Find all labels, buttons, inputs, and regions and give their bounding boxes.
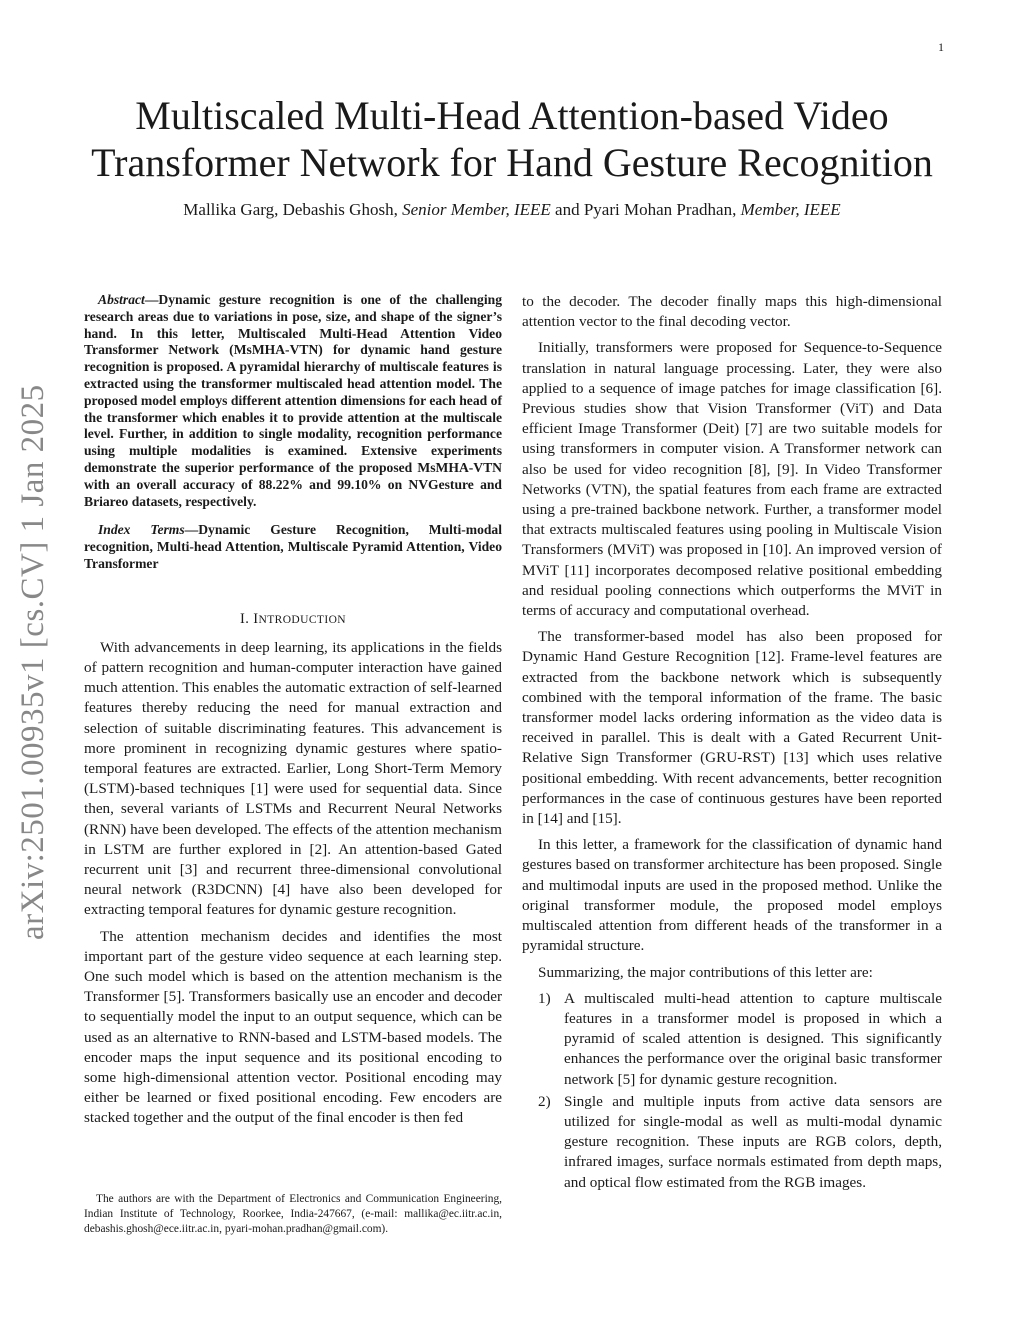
intro-paragraph-5: In this letter, a framework for the classification of dynamic hand gestures based on transformer architecture has been proposed. Single and multimodal inputs are used in the proposed method. Unlike the original transformer module, the proposed model employs multiscaled attention from different heads of the transformer in a pyramidal structure. xyxy=(522,836,942,955)
list-item-number: 2) xyxy=(538,1092,551,1110)
author-list xyxy=(40,200,984,220)
section-heading-introduction xyxy=(84,611,502,628)
section-title-rest: NTRODUCTION xyxy=(258,613,346,626)
list-item-text: A multiscaled multi-head attention to capture multiscale features in a transformer model is proposed in which a pyramid of scaled attention is designed. This significantly enhances the performance over the original basic transformer network [5] for dynamic gesture recognition. xyxy=(564,989,942,1088)
left-column xyxy=(84,292,502,1135)
arxiv-stamp: arXiv:2501.00935v1 [cs.CV] 1 Jan 2025 xyxy=(15,384,51,940)
list-item-number: 1) xyxy=(538,989,551,1007)
title-line-2: Transformer Network for Hand Gesture Recognition xyxy=(91,140,933,185)
index-terms-label: Index Terms xyxy=(98,522,185,538)
section-numeral: I. xyxy=(240,610,250,627)
intro-paragraph-2: The attention mechanism decides and identifies the most important part of the gesture video sequence at each learning step. One such model which is based on the attention mechanism is the Transformer [5]. Transformers basically use an encoder and decoder to sequentially model the input to an output sequence, which can be used as an alternative to RNN-based and LSTM-based models. The encoder maps the input sequence and its positional encoding to some high-dimensional attention vector. Positional encoding may either be learned or fixed positional encoding. Few encoders are stacked together and the output of the final encoder is then fed xyxy=(84,927,502,1127)
contributions-list xyxy=(522,989,942,1193)
index-terms-text: —Dynamic Gesture Recognition, Multi-modal recognition, Multi-head Attention, Multiscale Pyramid Attention, Video Transformer xyxy=(84,522,503,571)
contributions-intro: Summarizing, the major contributions of this letter are: xyxy=(538,963,873,981)
index-terms xyxy=(84,522,502,572)
authors-part-2: and Pyari Mohan Pradhan, xyxy=(555,200,737,219)
intro-paragraph-1: With advancements in deep learning, its applications in the fields of pattern recognition and human-computer interaction have gained much attention. This enables the automatic extraction of self-learned features thereby reducing the need for manual extraction and selection of suitable discriminating features. This advancement is more prominent in recognizing dynamic gestures where spatio-temporal features are extracted. Earlier, Long Short-Term Memory (LSTM)-based techniques [1] were used for sequential data. Since then, several variants of LSTMs and Recurrent Neural Networks (RNN) have been developed. The effects of the attention mechanism in LSTM are further explored in [2]. An attention-based Gated recurrent unit [3] and recurrent three-dimensional convolutional neural network (R3DCNN) [4] have also been developed for extracting temporal features for dynamic gesture recognition. xyxy=(84,638,502,919)
paper-title xyxy=(40,92,984,186)
intro-paragraph-3: Initially, transformers were proposed for Sequence-to-Sequence translation in natural language processing. Later, they were also applied to a sequence of image patches for image classification [6]. Previous studies show that Vision Transformer (ViT) and Data efficient Image Transformer (Deit) [7] are two suitable models for using transformers in computer vision. A Transformer network can also be used for video recognition [8], [9]. In Video Transformer Networks (VTN), the spatial features from each frame are extracted using a pre-trained backbone network. Further, a transformer model that extracts multiscaled features using pooling in Multiscale Vision Transformers (MViT) was proposed in [10]. An improved version of MViT [11] incorporates decomposed relative positional embedding and residual pooling connections which outperforms the MViT in terms of accuracy and computational overhead. xyxy=(522,339,942,620)
authors-part-1: Mallika Garg, Debashis Ghosh, xyxy=(183,200,398,219)
intro-paragraph-4: The transformer-based model has also been proposed for Dynamic Hand Gesture Recognition [12]. Frame-level features are extracted from the backbone network which is subsequently combined with the temporal information of the frame. The basic transformer model lacks ordering information as the video data is received in parallel. This is dealt with a Gated Recurrent Unit-Relative Sign Transformer (GRU-RST) [13] which uses relative positional embedding. With recent advancements, better recognition performances in the case of continuous gestures have been reported in [14] and [15]. xyxy=(522,628,942,828)
author-affiliation-footnote: The authors are with the Department of Electronics and Communication Engineering, Indian Institute of Technology, Roorkee, India-247667, (e-mail: mallika@ec.iitr.ac.in, debashis.ghosh@ece.iitr.ac.in, pyari-mohan.pradhan@gmail.com). xyxy=(84,1193,502,1235)
list-item-text: Single and multiple inputs from active data sensors are utilized for single-modal as well as multi-modal dynamic gesture recognition. These inputs are RGB colors, depth, infrared images, surface normals estimated from depth maps, and optical flow estimated from the RGB images. xyxy=(564,1092,942,1191)
abstract-text: —Dynamic gesture recognition is one of the challenging research areas due to variations in pose, size, and shape of the signer’s hand. In this letter, Multiscaled Multi-Head Attention Video Transformer Network (MsMHA-VTN) for dynamic hand gesture recognition is proposed. A pyramidal hierarchy of multiscale features is extracted using the transformer multiscaled head attention model. The proposed model employs different attention dimensions for each head of the transformer which enables it to provide attention at the multiscale level. Further, in addition to single modality, recognition performance using multiple modalities is examined. Extensive experiments demonstrate the superior performance of the proposed MsMHA-VTN with an overall accuracy of 88.22% and 99.10% on NVGesture and Briareo datasets, respectively. xyxy=(84,292,502,509)
section-title-first: I xyxy=(253,610,259,627)
right-column xyxy=(522,292,942,1195)
page-number: 1 xyxy=(938,40,944,54)
continued-paragraph: to the decoder. The decoder finally maps this high-dimensional attention vector to the final decoding vector. xyxy=(522,293,942,331)
authors-role-2: Member, IEEE xyxy=(740,200,841,219)
abstract xyxy=(84,292,502,510)
list-item xyxy=(522,989,942,1090)
list-item xyxy=(522,1092,942,1193)
abstract-label: Abstract xyxy=(98,292,145,307)
title-line-1: Multiscaled Multi-Head Attention-based Video xyxy=(135,93,889,138)
authors-role-1: Senior Member, IEEE xyxy=(402,200,551,219)
